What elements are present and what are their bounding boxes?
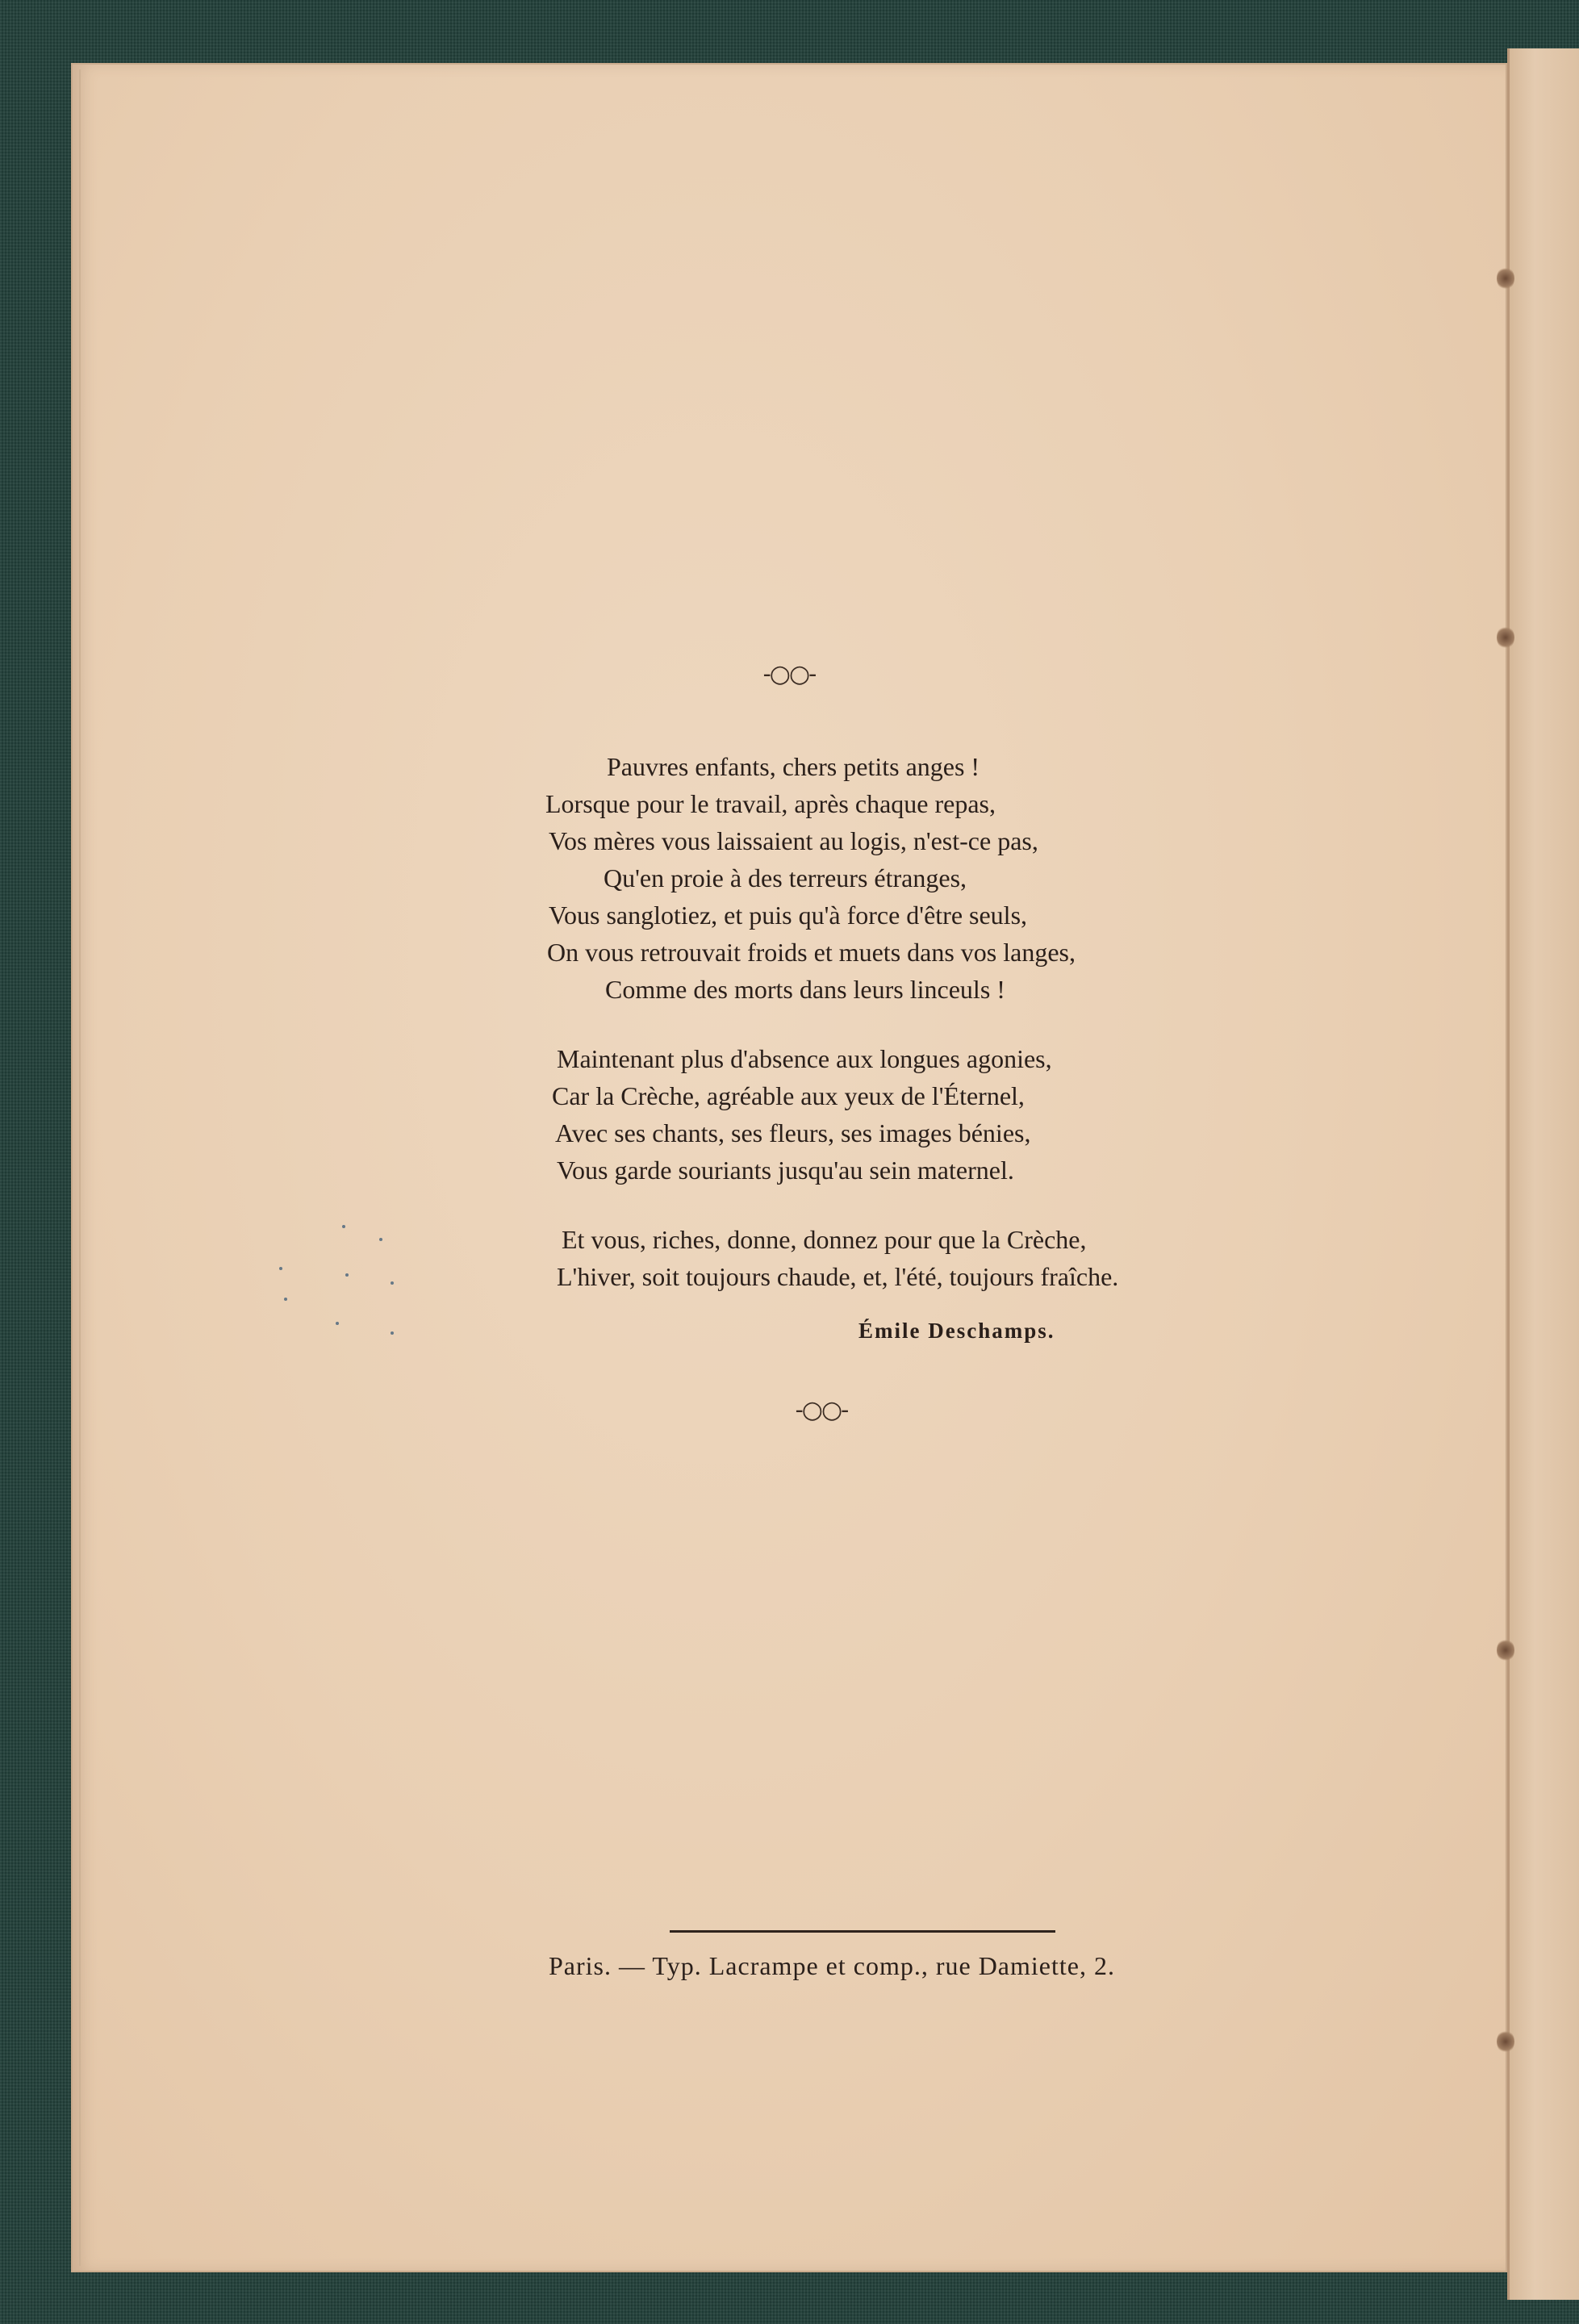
poem-line: Lorsque pour le travail, après chaque repas, (545, 789, 996, 818)
poem-line: Qu'en proie à des terreurs étranges, (604, 863, 967, 892)
poem-line: Car la Crèche, agréable aux yeux de l'Éternel, (552, 1081, 1025, 1110)
ink-speck (391, 1281, 394, 1285)
printer-rule (670, 1930, 1055, 1933)
ink-speck (391, 1331, 394, 1335)
binding-stitch (1497, 1638, 1514, 1662)
binding-stitch (1497, 266, 1514, 290)
printer-imprint: Paris. — Typ. Lacrampe et comp., rue Damiette, 2. (549, 1951, 1115, 1980)
binding-stitch (1497, 2029, 1514, 2054)
poem-line: Comme des morts dans leurs linceuls ! (605, 975, 1005, 1004)
poem-line: Avec ses chants, ses fleurs, ses images bénies, (555, 1118, 1031, 1147)
ink-speck (342, 1225, 345, 1228)
binding-stitch (1497, 625, 1514, 650)
author-signature: Émile Deschamps. (858, 1319, 1055, 1343)
ink-speck (279, 1267, 282, 1270)
poem-line: Vos mères vous laissaient au logis, n'est-ce pas, (549, 826, 1038, 855)
page-edge-line (79, 69, 81, 2266)
poem-line: L'hiver, soit toujours chaude, et, l'été, toujours fraîche. (557, 1262, 1119, 1291)
poem-line: On vous retrouvait froids et muets dans vos langes, (547, 938, 1076, 967)
poem-line: Pauvres enfants, chers petits anges ! (607, 752, 980, 781)
ornament-bottom: -○○- (795, 1396, 848, 1424)
book-page (71, 63, 1507, 2272)
ink-speck (345, 1273, 349, 1277)
ink-speck (336, 1322, 339, 1325)
poem-line: Vous garde souriants jusqu'au sein maternel. (557, 1156, 1014, 1185)
poem-line: Et vous, riches, donne, donnez pour que la Crèche, (562, 1225, 1087, 1254)
ornament-top: -○○- (762, 660, 816, 688)
poem-line: Maintenant plus d'absence aux longues agonies, (557, 1044, 1052, 1073)
ink-speck (284, 1298, 287, 1301)
next-page-edge (1507, 48, 1579, 2300)
poem-line: Vous sanglotiez, et puis qu'à force d'être seuls, (549, 901, 1028, 930)
ink-speck (379, 1238, 382, 1241)
